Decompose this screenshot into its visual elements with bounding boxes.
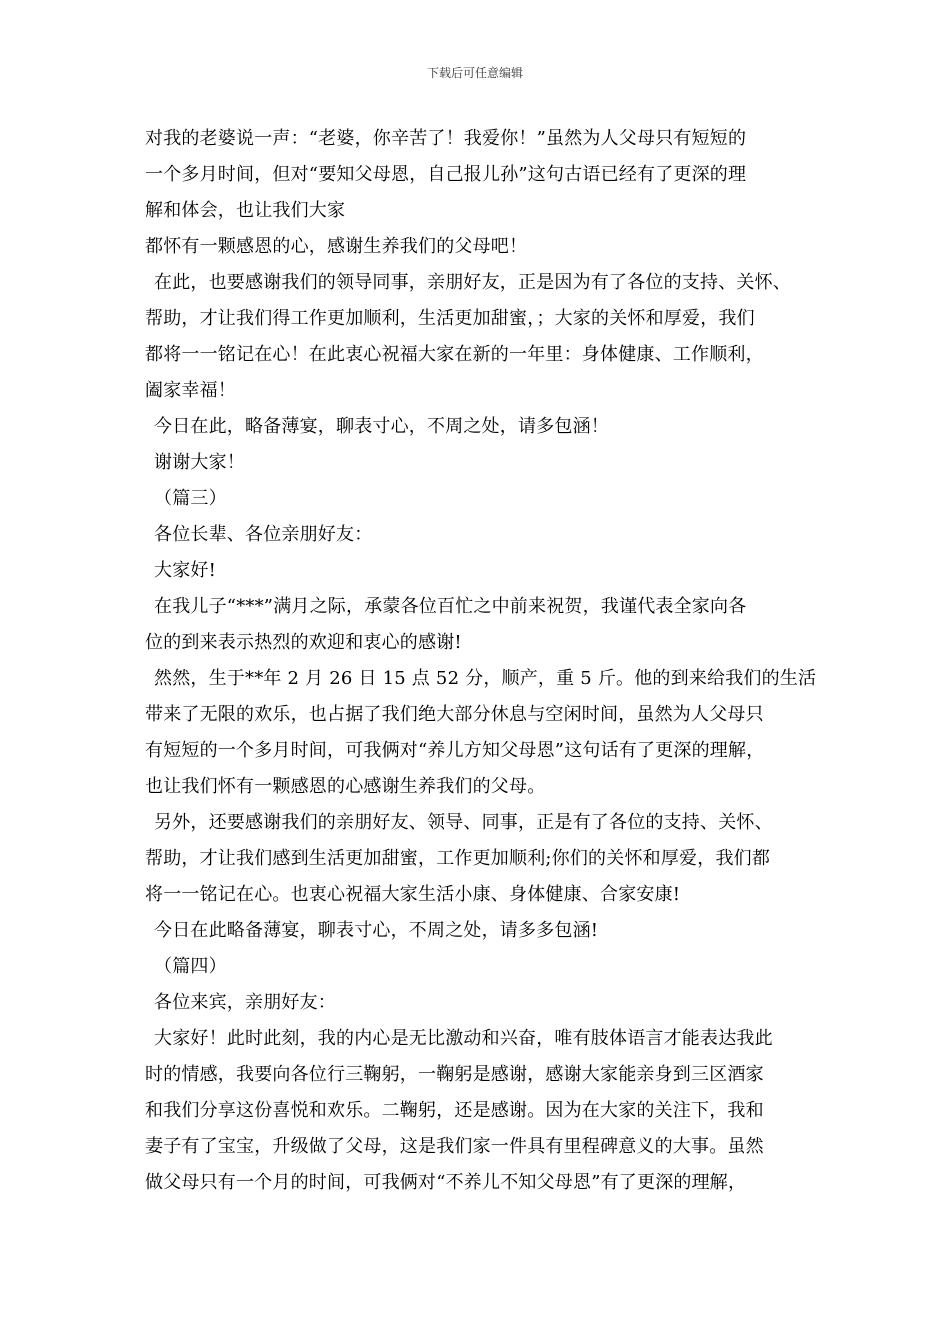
document-body [145, 121, 835, 1201]
text-line: 谢谢大家！ [154, 452, 245, 473]
text-line: 然然，生于**年 2 月 26 日 15 点 52 分，顺产，重 5 斤。他的到来给我们的生活 [154, 668, 817, 689]
text-line: 妻子有了宝宝，升级做了父母，这是我们家一件具有里程碑意义的大事。虽然 [145, 1136, 764, 1157]
text-line: 都将一一铭记在心！在此衷心祝福大家在新的一年里：身体健康、工作顺利， [145, 344, 764, 365]
text-line: 在此，也要感谢我们的领导同事，亲朋好友，正是因为有了各位的支持、关怀、 [154, 272, 791, 293]
text-line: 解和体会，也让我们大家 [145, 200, 346, 221]
text-line: （篇四） [154, 956, 227, 977]
text-line: 一个多月时间，但对“要知父母恩，自己报儿孙”这句古语已经有了更深的理 [145, 164, 747, 185]
text-line: 位的到来表示热烈的欢迎和衷心的感谢! [145, 632, 462, 653]
text-line: 都怀有一颗感恩的心，感谢生养我们的父母吧！ [145, 236, 528, 257]
text-line: 在我儿子“***”满月之际，承蒙各位百忙之中前来祝贺，我谨代表全家向各 [154, 596, 747, 617]
text-line: 各位来宾，亲朋好友： [154, 992, 336, 1013]
text-line: 大家好! [154, 560, 217, 581]
text-line: 将一一铭记在心。也衷心祝福大家生活小康、身体健康、合家安康! [145, 884, 681, 905]
text-line: 另外，还要感谢我们的亲朋好友、领导、同事，正是有了各位的支持、关怀、 [154, 812, 773, 833]
text-line: 和我们分享这份喜悦和欢乐。二鞠躬，还是感谢。因为在大家的关注下，我和 [145, 1100, 764, 1121]
text-line: 也让我们怀有一颗感恩的心感谢生养我们的父母。 [145, 776, 546, 797]
text-line: 做父母只有一个月的时间，可我俩对“不养儿不知父母恩”有了更深的理解， [145, 1172, 747, 1193]
text-line: 帮助，才让我们感到生活更加甜蜜，工作更加顺利;你们的关怀和厚爱，我们都 [145, 848, 771, 869]
text-line: 帮助，才让我们得工作更加顺利，生活更加甜蜜，；大家的关怀和厚爱，我们 [145, 308, 755, 329]
text-line: 时的情感，我要向各位行三鞠躬，一鞠躬是感谢，感谢大家能亲身到三区酒家 [145, 1064, 764, 1085]
page-header: 下载后可任意编辑 [426, 66, 523, 80]
text-line: 有短短的一个多月时间，可我俩对“养儿方知父母恩”这句话有了更深的理解， [145, 740, 765, 761]
text-line: 今日在此，略备薄宴，聊表寸心，不周之处，请多包涵！ [154, 416, 609, 437]
text-line: 阖家幸福！ [145, 380, 236, 401]
text-line: 对我的老婆说一声：“老婆，你辛苦了！我爱你！”虽然为人父母只有短短的 [145, 128, 747, 149]
text-line: 带来了无限的欢乐，也占据了我们绝大部分休息与空闲时间，虽然为人父母只 [145, 704, 764, 725]
text-line: 大家好！此时此刻，我的内心是无比激动和兴奋，唯有肢体语言才能表达我此 [154, 1028, 773, 1049]
text-line: 今日在此略备薄宴，聊表寸心，不周之处，请多多包涵! [154, 920, 599, 941]
text-line: （篇三） [154, 488, 227, 509]
text-line: 各位长辈、各位亲朋好友： [154, 524, 373, 545]
